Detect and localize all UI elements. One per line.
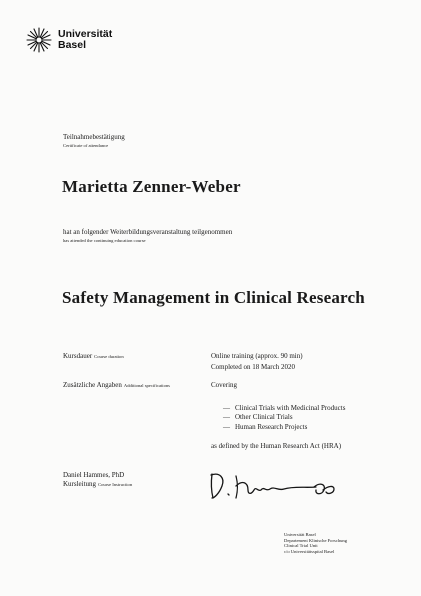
instructor-role <box>63 480 132 489</box>
specifications-label-de: Zusätzliche Angaben <box>63 381 122 389</box>
list-item <box>223 404 346 413</box>
topic-text: Human Research Projects <box>235 422 308 431</box>
certificate-title-en: Certificate of attendance <box>63 143 109 148</box>
certificate-title-de: Teilnahmebestätigung <box>63 133 125 141</box>
instructor-role-en: Course Instruction <box>98 482 133 487</box>
specifications-label-en: Additional specifications <box>123 383 170 388</box>
logo-line-1: Universität <box>58 28 113 40</box>
duration-label-en: Course duration <box>94 354 124 359</box>
specifications-value: Covering <box>211 381 238 389</box>
completed-value: Completed on 18 March 2020 <box>211 363 295 371</box>
list-item <box>223 413 345 422</box>
dash-icon: — <box>223 404 230 412</box>
attended-text-en: has attended the continuing education course <box>63 238 146 243</box>
dash-icon: — <box>223 413 230 422</box>
duration-value: Online training (approx. 90 min) <box>211 352 303 360</box>
logo-line-2: Basel <box>58 39 87 51</box>
topic-text: Other Clinical Trials <box>235 413 293 422</box>
basel-star-logo-icon <box>26 27 52 53</box>
recipient-name: Marietta Zenner-Weber <box>62 177 241 196</box>
defined-by-text: as defined by the Human Research Act (HRA) <box>211 442 342 450</box>
address-line: c/o Universitätsspital Basel <box>284 549 335 555</box>
specifications-label <box>63 381 170 390</box>
dash-icon: — <box>223 422 230 431</box>
university-logo-text <box>58 29 112 51</box>
address-line: Departement Klinische Forschung <box>284 537 348 543</box>
course-title: Safety Management in Clinical Research <box>62 288 365 307</box>
attended-text-de: hat an folgender Weiterbildungsveranstaltung teilgenommen <box>63 228 233 236</box>
topic-text: Clinical Trials with Medicinal Products <box>235 404 346 412</box>
list-item <box>223 422 345 432</box>
duration-label <box>63 352 124 361</box>
topic-list <box>223 404 346 432</box>
duration-label-de: Kursdauer <box>63 352 93 360</box>
instructor-name: Daniel Hammes, PhD <box>63 471 125 479</box>
address-line: Universität Basel <box>284 532 316 537</box>
university-address <box>284 532 347 555</box>
instructor-role-de: Kursleitung <box>63 480 97 488</box>
handwritten-signature <box>208 468 340 504</box>
address-line: Clinical Trial Unit <box>284 543 318 549</box>
